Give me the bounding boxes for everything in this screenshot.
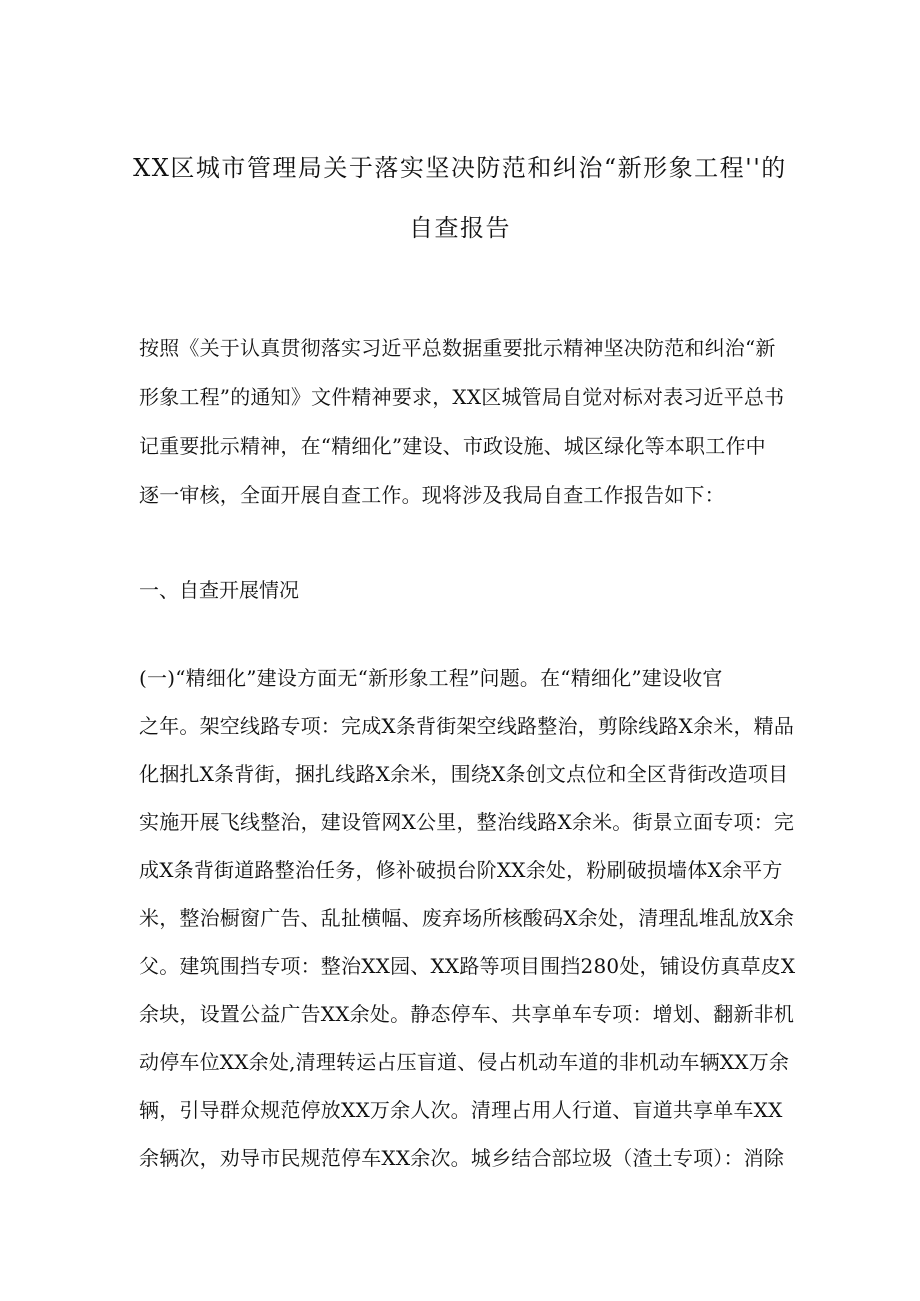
paragraph-line: 实施开展飞线整治，建设管网X公里，整治线路X余米。街景立面专项：完 xyxy=(139,810,795,834)
paragraph-line: 余辆次，劝导市民规范停车XX余次。城乡结合部垃圾（渣土专项）：消除 xyxy=(139,1146,785,1170)
section-1-paragraph xyxy=(139,666,796,1170)
paragraph-line: 按照《关于认真贯彻落实习近平总数据重要批示精神坚决防范和纠治“新 xyxy=(139,336,776,360)
paragraph-line: 逐一审核，全面开展自查工作。现将涉及我局自查工作报告如下： xyxy=(139,483,725,507)
intro-paragraph xyxy=(139,338,789,505)
paragraph-line: 米，整治橱窗广告、乱扯横幅、废弃场所核酸码X余处，清理乱堆乱放X余 xyxy=(139,906,795,930)
paragraph-line: 成X条背街道路整治任务，修补破损台阶XX余处，粉刷破损墙体X余平方 xyxy=(139,858,783,882)
paragraph-line: 动停车位XX余处,清理转运占压盲道、侵占机动车道的非机动车辆XX万余 xyxy=(139,1050,790,1074)
document-title-line-2: 自查报告 xyxy=(409,214,511,242)
paragraph-line: 记重要批示精神，在“精细化”建设、市政设施、城区绿化等本职工作中 xyxy=(139,434,766,458)
document-title-line-1: XX区城市管理局关于落实坚决防范和纠治“新形象工程''的 xyxy=(133,154,787,182)
paragraph-line: 化捆扎X条背街，捆扎线路X余米，围绕X条创文点位和全区背街改造项目 xyxy=(139,762,789,786)
paragraph-line: 余块，设置公益广告XX余处。静态停车、共享单车专项：增划、翻新非机 xyxy=(139,1002,795,1026)
section-1-heading: 一、自查开展情况 xyxy=(139,578,299,602)
paragraph-line: 形象工程”的通知》文件精神要求，XX区城管局自觉对标对表习近平总书 xyxy=(139,385,785,409)
paragraph-line: 辆，引导群众规范停放XX万余人次。清理占用人行道、盲道共享单车XX xyxy=(139,1098,783,1122)
paragraph-line: 父。建筑围挡专项：整治XX园、XX路等项目围挡280处，铺设仿真草皮X xyxy=(139,954,796,978)
paragraph-line: 之年。架空线路专项：完成X条背街架空线路整治，剪除线路X余米，精品 xyxy=(139,714,795,738)
paragraph-line: (一)“精细化”建设方面无“新形象工程”问题。在“精细化”建设收官 xyxy=(139,666,723,690)
